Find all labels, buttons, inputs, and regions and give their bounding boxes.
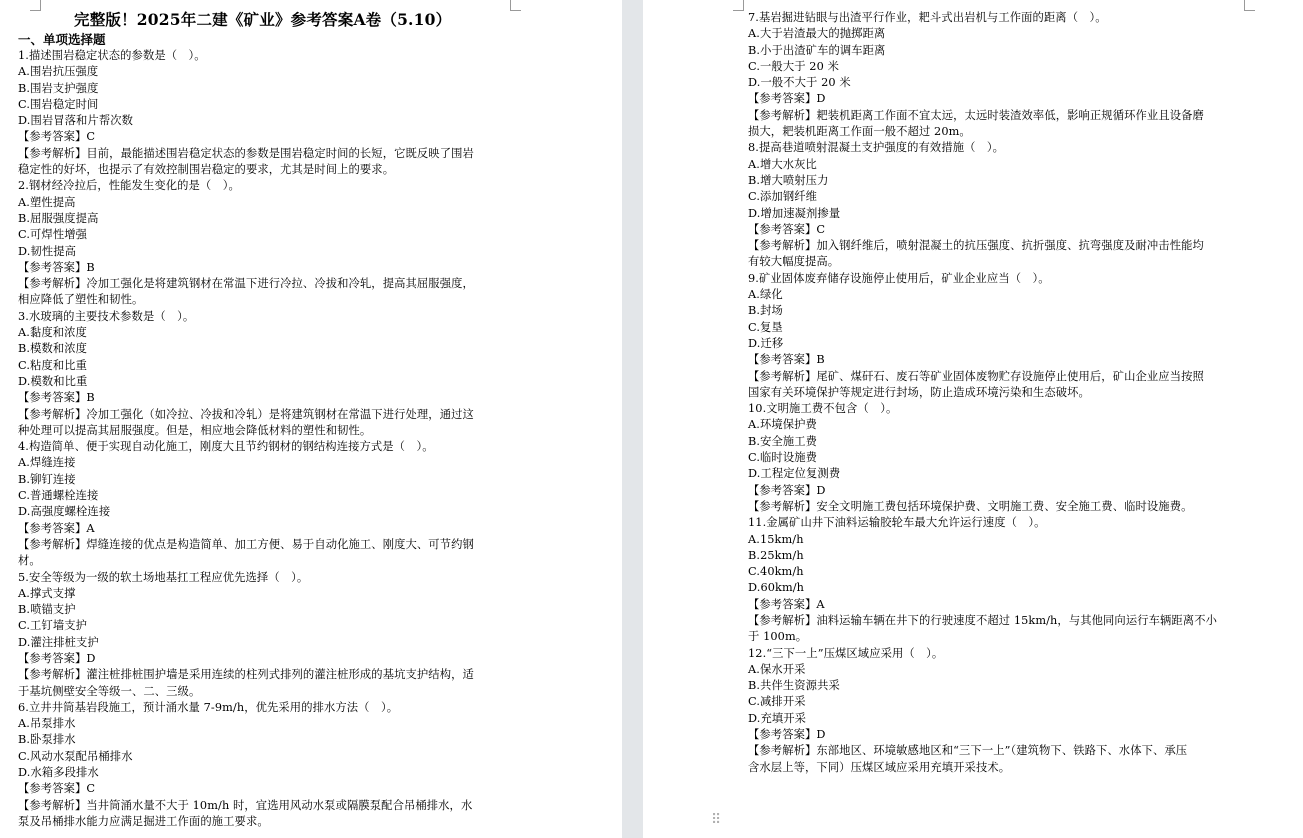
text-line: 1.描述围岩稳定状态的参数是（ ）。 [18,49,206,62]
text-line: 11.金属矿山井下油料运输胶轮车最大允许运行速度（ ）。 [748,516,1046,530]
text-line: B.封场 [748,304,783,318]
text-line: A.绿化 [748,288,783,302]
document-page-left [0,0,622,838]
text-line: C.围岩稳定时间 [18,97,99,111]
text-line: 【参考答案】B [748,353,825,367]
text-line: 于 100m。 [748,630,808,644]
text-line: A.保水开采 [748,662,806,676]
text-line: 【参考答案】D [18,651,96,665]
text-line: 12.“三下一上”压煤区域应采用（ ）。 [748,646,944,660]
text-line: D.灌注排桩支护 [18,635,99,649]
text-line: C.减排开采 [748,695,806,709]
drag-handle-icon[interactable]: ⠿ [711,812,722,828]
text-line: D.一般不大于 20 米 [748,76,851,90]
text-line: C.一般大于 20 米 [748,59,839,73]
text-line: 【参考答案】B [18,391,95,405]
text-line: C.工钉墙支护 [18,619,88,633]
text-line: B.小于出渣矿车的调车距离 [748,43,886,57]
document-title: 完整版！2025年二建《矿业》参考答案A卷（5.10） [74,10,452,29]
section-heading: 一、单项选择题 [18,32,106,47]
text-line: 4.构造简单、便于实现自动化施工，刚度大且节约钢材的钢结构连接方式是（ ）。 [18,440,434,454]
text-line: C.可焊性增强 [18,228,88,242]
text-line: A.大于岩渣最大的抛掷距离 [748,27,886,41]
text-line: 【参考答案】D [748,483,826,497]
text-line: B.增大喷射压力 [748,173,829,187]
text-line: D.60km/h [748,581,805,595]
text-line: 相应降低了塑性和韧性。 [18,293,144,307]
text-line: D.增加速凝剂掺量 [748,206,841,220]
text-line: 【参考解析】焊缝连接的优点是构造简单、加工方便、易于自动化施工、刚度大、可节约钢 [18,537,474,551]
text-line: A.塑性提高 [18,195,76,209]
text-line: B.25km/h [748,548,804,562]
text-line: 10.文明施工费不包含（ ）。 [748,402,898,416]
text-line: A.黏度和浓度 [18,326,87,340]
text-line: D.水箱多段排水 [18,766,99,780]
text-line: A.15km/h [748,532,804,546]
page-content [748,10,1248,776]
text-line: D.韧性提高 [18,244,77,258]
text-line: A.环境保护费 [748,418,817,432]
text-line: 9.矿业固体废弃储存设施停止使用后，矿业企业应当（ ）。 [748,271,1050,285]
document-page-right [643,0,1303,838]
text-line: 【参考解析】目前，最能描述围岩稳定状态的参数是围岩稳定时间的长短，它既反映了围岩 [18,146,474,160]
text-line: 含水层上等，下同）压煤区域应采用充填开采技术。 [748,760,1011,774]
text-line: 【参考解析】东部地区、环境敏感地区和“三下一上”（建筑物下、铁路下、水体下、承压 [748,744,1188,758]
text-line: 【参考答案】C [748,222,826,236]
text-line: C.风动水泵配吊桶排水 [18,749,133,763]
text-line: 【参考解析】当井筒涌水量不大于 10m/h 时，宜选用风动水泵或隔膜泵配合吊桶排水，水 [18,798,473,812]
text-line: B.共伴生资源共采 [748,679,840,693]
page-content [18,10,538,830]
text-line: C.普通螺栓连接 [18,489,99,503]
text-line: 【参考解析】冷加工强化是将建筑钢材在常温下进行冷拉、冷拔和冷轧，提高其屈服强度， [18,277,474,291]
text-line: B.围岩支护强度 [18,81,99,95]
text-line: D.工程定位复测费 [748,467,841,481]
text-line: 【参考答案】D [748,728,826,742]
text-line: B.喷锚支护 [18,603,76,617]
text-line: A.围岩抗压强度 [18,65,99,79]
text-line: 【参考答案】A [748,597,825,611]
text-line: 国家有关环境保护等规定进行封场，防止造成环境污染和生态破坏。 [748,385,1090,399]
text-line: 【参考答案】D [748,92,826,106]
text-line: A.焊缝连接 [18,456,76,470]
text-line: 种处理可以提高其屈服强度。但是，相应地会降低材料的塑性和韧性。 [18,423,372,437]
text-line: 【参考答案】C [18,130,96,144]
text-line: 损大，耙装机距离工作面一般不超过 20m。 [748,125,971,139]
left-text-lines [18,48,538,830]
text-line: D.充填开采 [748,711,807,725]
crop-mark [733,0,744,11]
text-line: 【参考解析】灌注桩排桩围护墙是采用连续的柱列式排列的灌注桩形成的基坑支护结构，适 [18,668,474,682]
text-line: 【参考解析】安全文明施工费包括环境保护费、文明施工费、安全施工费、临时设施费。 [748,499,1193,513]
text-line: C.临时设施费 [748,451,818,465]
page-gap [622,0,643,838]
text-line: 2.钢材经冷拉后，性能发生变化的是（ ）。 [18,179,240,193]
text-line: 【参考答案】A [18,521,95,535]
text-line: B.安全施工费 [748,434,818,448]
text-line: 材。 [18,554,41,568]
text-line: C.复垦 [748,320,783,334]
text-line: D.模数和比重 [18,374,88,388]
text-line: A.增大水灰比 [748,157,817,171]
text-line: B.屈服强度提高 [18,211,99,225]
text-line: 【参考解析】冷加工强化（如冷拉、冷拔和冷轧）是将建筑钢材在常温下进行处理，通过这 [18,407,474,421]
text-line: 6.立井井筒基岩段施工，预计涌水量 7-9m/h，优先采用的排水方法（ ）。 [18,700,399,714]
text-line: B.卧泵排水 [18,733,76,747]
text-line: 8.提高巷道喷射混凝土支护强度的有效措施（ ）。 [748,141,1005,155]
text-line: 于基坑侧壁安全等级一、二、三级。 [18,684,201,698]
text-line: B.铆钉连接 [18,472,76,486]
text-line: 泵及吊桶排水能力应满足掘进工作面的施工要求。 [18,814,269,828]
text-line: 5.安全等级为一级的软土场地基扛工程应优先选择（ ）。 [18,570,309,584]
text-line: A.撑式支撑 [18,586,76,600]
text-line: B.模数和浓度 [18,342,88,356]
text-line: 有较大幅度提高。 [748,255,840,269]
text-line: D.迁移 [748,336,784,350]
text-line: 7.基岩掘进钻眼与出渣平行作业，耙斗式出岩机与工作面的距离（ ）。 [748,11,1107,24]
text-line: D.高强度螺栓连接 [18,505,111,519]
text-line: 稳定性的好坏，也提示了有效控制围岩稳定的要求，尤其是时间上的要求。 [18,163,395,177]
text-line: 【参考解析】油料运输车辆在井下的行驶速度不超过 15km/h，与其他同向运行车辆距离不小 [748,613,1217,627]
text-line: 3.水玻璃的主要技术参数是（ ）。 [18,309,195,323]
text-line: 【参考解析】加入钢纤维后，喷射混凝土的抗压强度、抗折强度、抗弯强度及耐冲击性能均 [748,239,1204,253]
text-line: A.吊泵排水 [18,717,76,731]
right-text-lines [748,10,1248,776]
text-line: C.粘度和比重 [18,358,88,372]
text-line: 【参考答案】C [18,782,96,796]
text-line: 【参考解析】尾矿、煤矸石、废石等矿业固体废物贮存设施停止使用后，矿山企业应当按照 [748,369,1204,383]
text-line: C.40km/h [748,565,804,579]
text-line: 【参考解析】耙装机距离工作面不宜太远，太远时装渣效率低，影响正规循环作业且设备磨 [748,108,1204,122]
text-line: 【参考答案】B [18,260,95,274]
text-line: C.添加钢纤维 [748,190,818,204]
text-line: D.围岩冒落和片帮次数 [18,114,134,128]
